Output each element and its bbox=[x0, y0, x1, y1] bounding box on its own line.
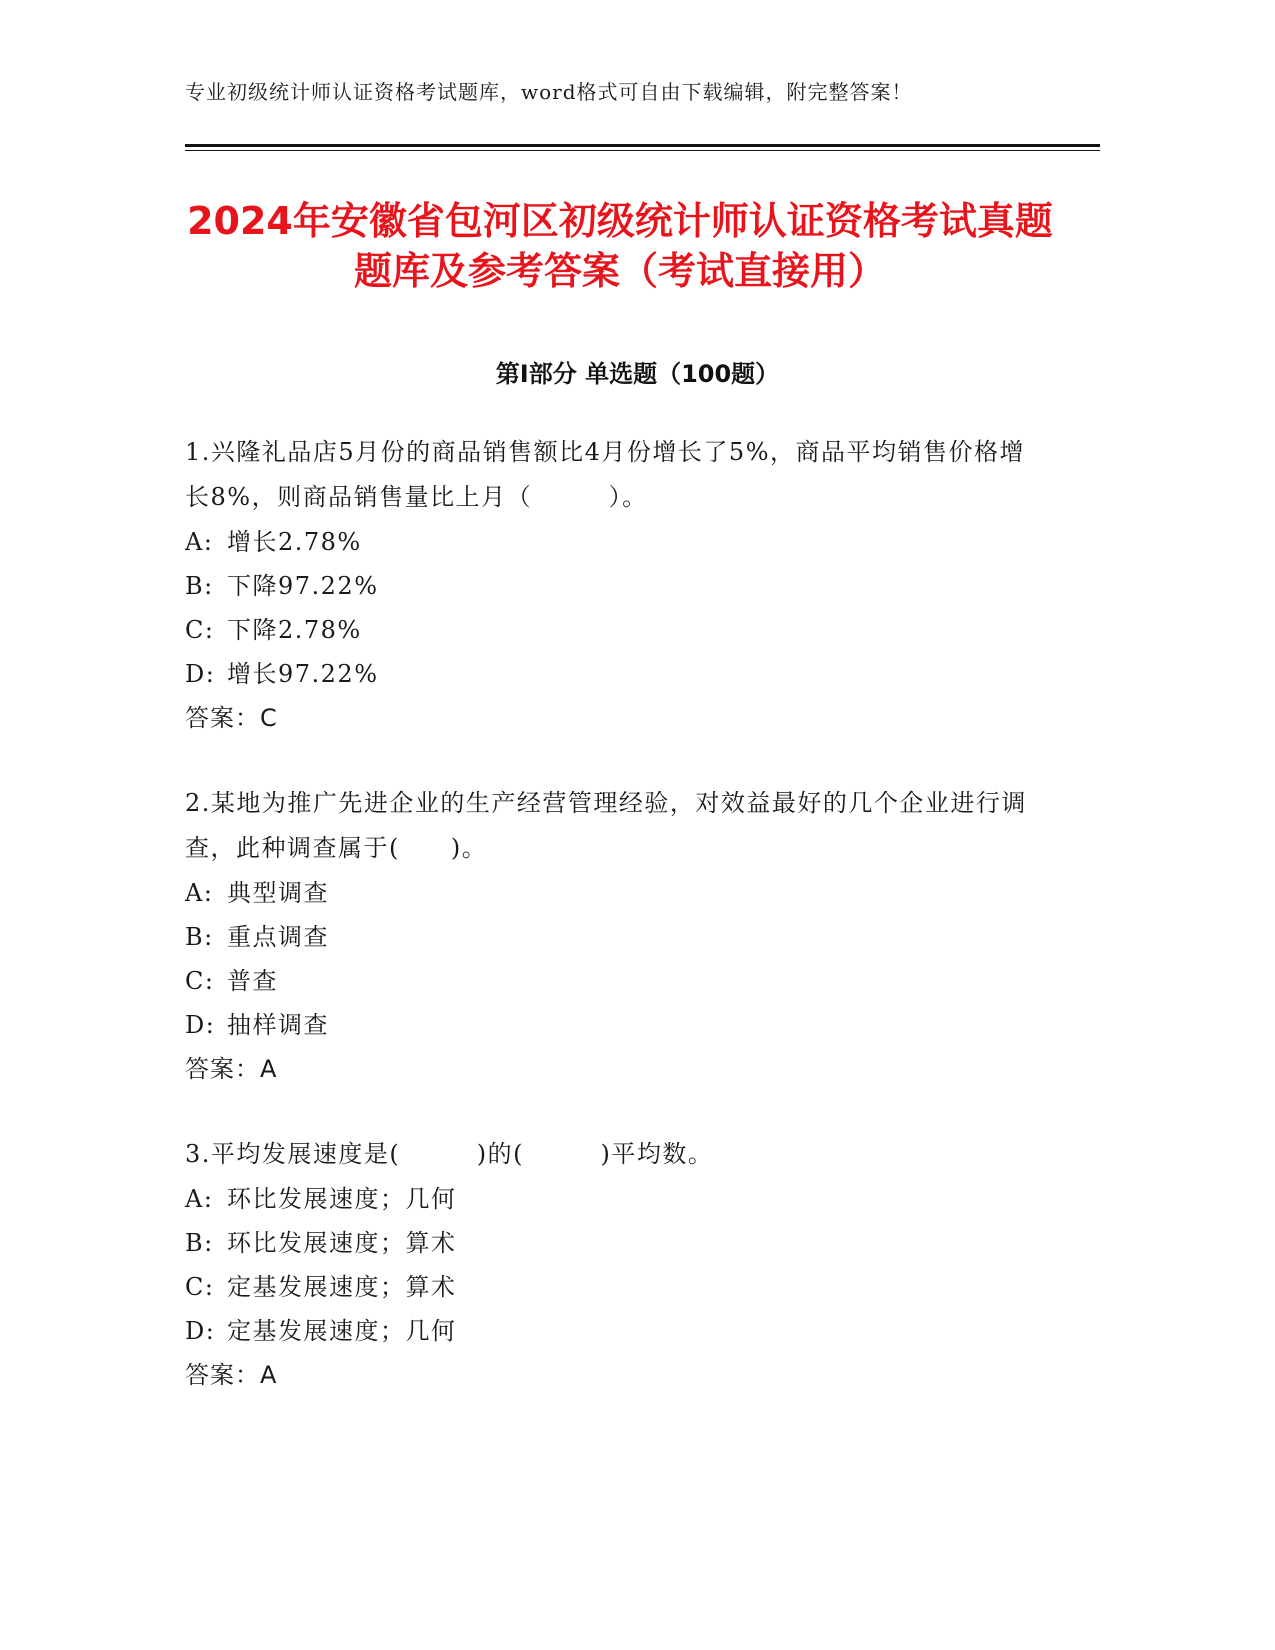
option-key: D: bbox=[185, 1317, 216, 1345]
question-stem: 3.平均发展速度是( )的( )平均数。 bbox=[185, 1140, 714, 1168]
option-d bbox=[185, 1309, 1045, 1353]
option-a bbox=[185, 520, 1045, 564]
option-text: 下降2.78% bbox=[227, 616, 362, 644]
option-text: 环比发展速度；算术 bbox=[227, 1229, 457, 1257]
option-d bbox=[185, 1003, 1045, 1047]
option-key: D: bbox=[185, 1011, 216, 1039]
answer-line bbox=[185, 1047, 1045, 1091]
option-key: C: bbox=[185, 1273, 215, 1301]
option-text: 抽样调查 bbox=[227, 1011, 329, 1039]
option-c bbox=[185, 1265, 1045, 1309]
option-key: A: bbox=[185, 1185, 214, 1213]
question-list bbox=[185, 430, 1045, 1438]
answer-line bbox=[185, 1353, 1045, 1397]
option-key: B: bbox=[185, 923, 214, 951]
answer-prefix: 答案： bbox=[185, 704, 260, 732]
option-b bbox=[185, 915, 1045, 959]
answer-line bbox=[185, 696, 1045, 740]
answer-prefix: 答案： bbox=[185, 1055, 260, 1083]
header-divider-thick bbox=[185, 144, 1100, 147]
answer-prefix: 答案： bbox=[185, 1361, 260, 1389]
option-text: 重点调查 bbox=[227, 923, 329, 951]
question-1 bbox=[185, 430, 1045, 740]
document-title: 2024年安徽省包河区初级统计师认证资格考试真题题库及参考答案（考试直接用） bbox=[187, 199, 1053, 293]
option-key: B: bbox=[185, 1229, 214, 1257]
answer-value: A bbox=[260, 1055, 278, 1083]
question-stem: 1.兴隆礼品店5月份的商品销售额比4月份增长了5%，商品平均销售价格增长8%，则商品销售量比上月（ ）。 bbox=[185, 438, 1026, 511]
option-text: 增长2.78% bbox=[227, 528, 362, 556]
option-key: C: bbox=[185, 616, 215, 644]
option-key: B: bbox=[185, 572, 214, 600]
option-d bbox=[185, 652, 1045, 696]
answer-value: C bbox=[260, 704, 278, 732]
section-heading: 第Ⅰ部分 单选题（100题） bbox=[495, 360, 780, 388]
option-key: A: bbox=[185, 528, 214, 556]
page-header-tagline: 专业初级统计师认证资格考试题库，word格式可自由下载编辑，附完整答案！ bbox=[185, 80, 913, 104]
answer-value: A bbox=[260, 1361, 278, 1389]
option-key: C: bbox=[185, 967, 215, 995]
option-text: 定基发展速度；几何 bbox=[227, 1317, 457, 1345]
question-2 bbox=[185, 781, 1045, 1091]
option-text: 增长97.22% bbox=[227, 660, 379, 688]
option-c bbox=[185, 608, 1045, 652]
option-text: 环比发展速度；几何 bbox=[227, 1185, 457, 1213]
option-a bbox=[185, 871, 1045, 915]
option-a bbox=[185, 1177, 1045, 1221]
header-divider-thin bbox=[185, 150, 1100, 151]
option-text: 典型调查 bbox=[227, 879, 329, 907]
option-c bbox=[185, 959, 1045, 1003]
option-text: 下降97.22% bbox=[227, 572, 379, 600]
option-key: D: bbox=[185, 660, 216, 688]
option-b bbox=[185, 564, 1045, 608]
question-stem: 2.某地为推广先进企业的生产经营管理经验，对效益最好的几个企业进行调查，此种调查属于( )。 bbox=[185, 789, 1027, 862]
option-text: 定基发展速度；算术 bbox=[227, 1273, 457, 1301]
question-3 bbox=[185, 1132, 1045, 1397]
option-key: A: bbox=[185, 879, 214, 907]
option-b bbox=[185, 1221, 1045, 1265]
option-text: 普查 bbox=[227, 967, 278, 995]
